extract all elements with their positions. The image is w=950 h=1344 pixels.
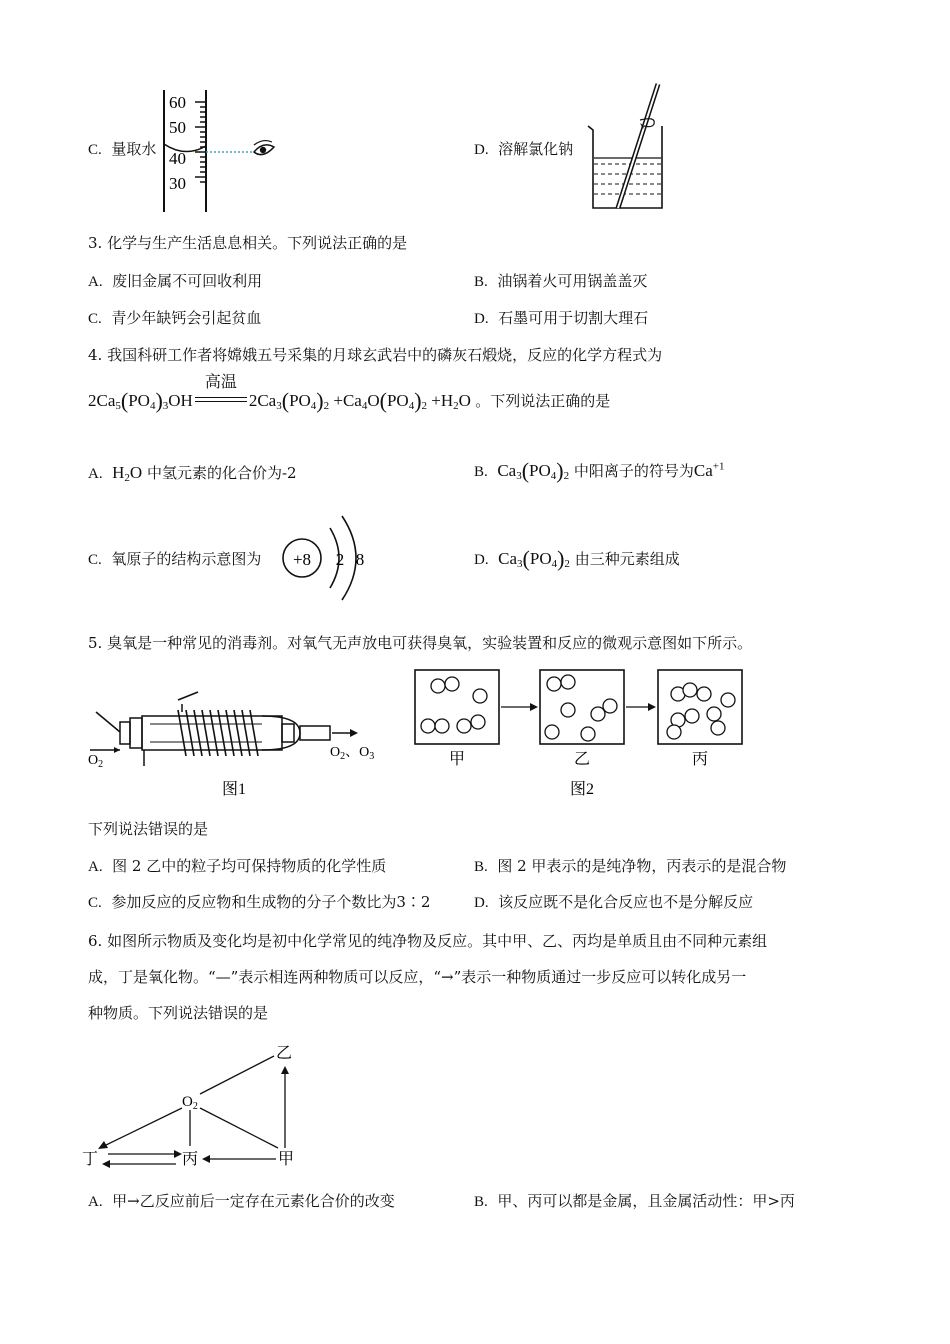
svg-text:O2、O3: $O_2$、$O_3$ (330, 745, 375, 762)
beaker-figure (582, 80, 672, 215)
q3-option-b: B. 油锅着火可用锅盖盖灭 (474, 272, 648, 290)
shell-1-electrons: 2 (335, 550, 345, 569)
q6-option-a: A. 甲→乙反应前后一定存在元素化合价的改变 (88, 1192, 395, 1210)
q6-stem-line-3: 种物质。下列说法错误的是 (88, 1004, 269, 1022)
q4-equation: $2Ca_5(PO_4)_3OH$ 高温 $2Ca_3(PO_4)_2 +Ca_4O(PO_4)_2 +H_2O$ 。下列说法正确的是 (88, 388, 610, 414)
tick-40: 40 (169, 149, 186, 168)
q5-sub-stem: 下列说法错误的是 (88, 820, 209, 838)
node-o2: $O_2$ (182, 1094, 198, 1112)
q5-option-c: C. 参加反应的反应物和生成物的分子个数比为3∶2 (88, 893, 431, 911)
tick-30: 30 (169, 174, 186, 193)
node-ding: 丁 (82, 1151, 99, 1168)
node-bing: 丙 (182, 1151, 199, 1168)
q5-option-a: A. 图 2 乙中的粒子均可保持物质的化学性质 (88, 857, 387, 875)
q5-stem: 5. 臭氧是一种常见的消毒剂。对氧气无声放电可获得臭氧，实验装置和反应的微观示意图如下所示。 (88, 634, 753, 652)
tick-50: 50 (169, 118, 186, 137)
q6-stem-line-1: 6. 如图所示物质及变化均是初中化学常见的纯净物及反应。其中甲、乙、丙均是单质且由不同种元素组 (88, 932, 768, 950)
node-yi: 乙 (276, 1045, 293, 1062)
q4-option-a: A. $H_2O$ 中氢元素的化合价为-2 (88, 463, 297, 484)
shell-2-electrons: 8 (355, 550, 365, 569)
tick-60: 60 (169, 93, 186, 112)
q5-option-d: D. 该反应既不是化合反应也不是分解反应 (474, 893, 754, 911)
micro-reaction-figure (412, 664, 752, 800)
q5-option-b: B. 图 2 甲表示的是纯净物，丙表示的是混合物 (474, 857, 787, 875)
box-bing-label: 丙 (691, 751, 709, 768)
q4-option-d: D. $Ca_3(PO_4)_2$ 由三种元素组成 (474, 546, 680, 571)
q6-option-b: B. 甲、丙可以都是金属，且金属活动性：甲>丙 (474, 1192, 795, 1210)
q3-stem: 3. 化学与生产生活息息相关。下列说法正确的是 (88, 234, 408, 252)
q3-option-a: A. 废旧金属不可回收利用 (88, 272, 263, 290)
nucleus-charge: +8 (292, 550, 312, 569)
eye-icon (254, 141, 274, 155)
reaction-condition: 高温 (204, 372, 237, 391)
box-yi-label: 乙 (573, 751, 591, 768)
box-jia-label: 甲 (448, 751, 466, 768)
q6-stem-line-2: 成，丁是氧化物。“—”表示相连两种物质可以反应，“→”表示一种物质通过一步反应可以转化成另一 (88, 968, 747, 986)
fig2-caption: 图2 (569, 781, 595, 798)
q2-option-d: D. 溶解氯化钠 (474, 140, 574, 158)
ozone-generator-figure (86, 682, 386, 802)
q3-option-c: C. 青少年缺钙会引起贫血 (88, 309, 262, 327)
q4-stem: 4. 我国科研工作者将嫦娥五号采集的月球玄武岩中的磷灰石煅烧，反应的化学方程式为 (88, 346, 663, 364)
q4-option-b: B. $Ca_3(PO_4)_2$ 中阳离子的符号为$Ca^{+1}$ (474, 458, 725, 483)
oxygen-atom-diagram (278, 506, 378, 610)
fig1-caption: 图1 (221, 781, 247, 798)
q4-equation-tail: 。下列说法正确的是 (475, 392, 611, 410)
q4-option-c: C. 氧原子的结构示意图为 (88, 550, 262, 568)
graduated-cylinder-figure (150, 84, 290, 219)
node-jia: 甲 (278, 1151, 295, 1168)
svg-text:O2: $O_2$ (88, 753, 104, 770)
q2-option-c: C. 量取水 (88, 140, 157, 158)
q3-option-d: D. 石墨可用于切割大理石 (474, 309, 649, 327)
substance-relation-diagram (82, 1036, 312, 1176)
